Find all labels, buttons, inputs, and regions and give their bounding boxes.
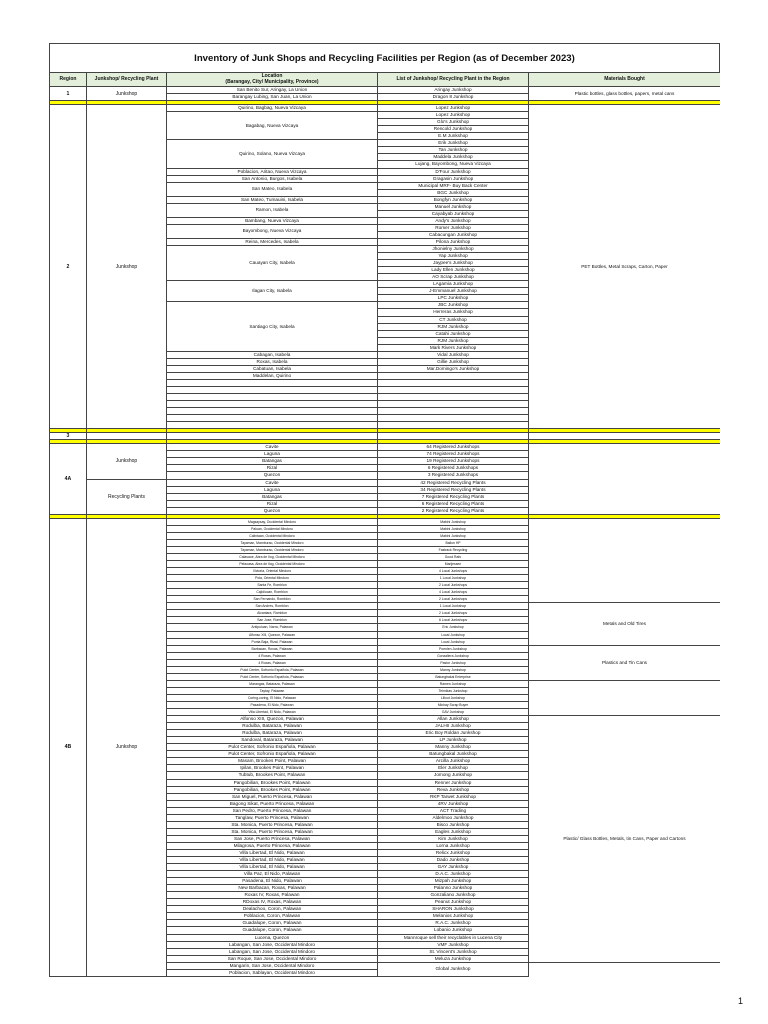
table-cell: 4 Local Junkshops	[378, 589, 529, 596]
table-cell: Mar.Domingo's Junkshop	[378, 365, 529, 372]
table-cell: R.A.C. Junkshop	[378, 920, 529, 927]
table-cell: Eagles Junkshop	[378, 828, 529, 835]
table-cell: 1	[50, 87, 87, 101]
table-cell	[378, 386, 529, 393]
table-cell	[378, 379, 529, 386]
table-cell: Cayabyab Junkshop	[378, 210, 529, 217]
table-cell	[167, 422, 378, 429]
table-cell: 1 Local Junkshop	[378, 603, 529, 610]
table-cell: 4RV Junkshop	[378, 800, 529, 807]
table-cell: Manuel Junkshop	[378, 203, 529, 210]
table-cell: ACT Trading	[378, 807, 529, 814]
table-cell: Palanno Junkshop	[378, 885, 529, 892]
table-cell: Villa Paz, El Nido, Palawan	[167, 871, 378, 878]
table-cell: Catahi Junkshop	[378, 330, 529, 337]
header-list: List of Junkshop/ Recycling Plant in the Region	[378, 73, 529, 87]
table-cell: Cajidiocan, Romblon	[167, 589, 378, 596]
table-cell	[378, 372, 529, 379]
table-cell: Quirino, Bagbag, Nueva Vizcaya	[167, 105, 378, 112]
table-cell: Villa Libertad, El Nido, Palawan	[167, 849, 378, 856]
table-cell: Peanut Junkshop	[378, 899, 529, 906]
table-cell: Junkshop	[87, 518, 167, 976]
table-cell: Mabini Junkshop	[378, 525, 529, 532]
table-cell: 3	[50, 433, 87, 440]
table-cell	[529, 433, 721, 440]
table-cell: Reina, Mercedes, Isabela	[167, 238, 378, 245]
table-cell: Junkshop	[87, 444, 167, 479]
table-cell: Bayombong, Nueva Vizcaya	[167, 224, 378, 238]
table-cell: San Roque, San Jose, Occidental Mindoro	[167, 955, 378, 962]
table-cell: San Mateo, Tumauini, Isabela	[167, 196, 378, 203]
table-cell	[167, 433, 378, 440]
table-cell: Fastrack Recycling	[378, 546, 529, 553]
table-cell	[167, 394, 378, 401]
table-cell: E.M Junkshop	[378, 133, 529, 140]
table-cell: Relicx Junkshop	[378, 849, 529, 856]
table-cell: Laguna	[167, 486, 378, 493]
table-cell: Ballon HP	[378, 539, 529, 546]
table-cell: Cavite	[167, 479, 378, 486]
table-cell: Junkshop	[87, 105, 167, 429]
table-cell: Antipuluan, Narra, Palawan	[167, 624, 378, 631]
table-cell: 6 Registered Recycling Plants	[378, 500, 529, 507]
table-cell: Labangan, San Jose, Occidental Mindoro	[167, 941, 378, 948]
table-cell	[529, 518, 721, 603]
table-cell: Dragon 8 Junkshop	[378, 94, 529, 101]
table-cell: St. Vincent's Junkshop	[378, 948, 529, 955]
table-cell: Sta. Monica, Puerto Princesa, Palawan	[167, 821, 378, 828]
table-cell	[378, 401, 529, 408]
table-cell: Gonzaliera Junkshop	[378, 652, 529, 659]
table-cell: Calasaoe, Abra de Ilog, Occidental Mindoro	[167, 554, 378, 561]
table-cell: Labangan, San Jose, Occidental Mindoro	[167, 948, 378, 955]
table-cell	[378, 415, 529, 422]
table-cell: Tubtub, Brookes Point, Palawan	[167, 772, 378, 779]
table-cell: Melanios Junkshop	[378, 913, 529, 920]
table-cell: Sta. Monica, Puerto Princesa, Palawan	[167, 828, 378, 835]
table-cell	[529, 444, 721, 514]
table-cell: Poblacion, Coron, Palawan	[167, 913, 378, 920]
table-cell: Maddela Junkshop	[378, 154, 529, 161]
table-row	[50, 87, 721, 94]
table-cell	[167, 415, 378, 422]
table-cell: Batangas	[167, 493, 378, 500]
table-cell: Mangarin, San Jose, Occidental Mindoro	[167, 962, 378, 969]
table-cell: Lorna Junkshop	[378, 842, 529, 849]
table-cell: Pangobilian, Brookes Point, Palawan	[167, 779, 378, 786]
table-cell: Junkshop	[87, 87, 167, 101]
table-cell: 4A	[50, 444, 87, 514]
table-cell: Lopez Junkshop	[378, 112, 529, 119]
table-cell: Meluza Junkshop	[378, 955, 529, 962]
table-cell: Roxas, Isabela	[167, 358, 378, 365]
table-cell: Rizal	[167, 465, 378, 472]
table-cell: Local Junkshop	[378, 638, 529, 645]
table-cell: Villa Libertad, El Nido, Palawan	[167, 709, 378, 716]
table-cell: Recycling Plants	[87, 479, 167, 514]
table-cell: Aldelmoo Junkshop	[378, 814, 529, 821]
table-cell: Batungbakal Junkshop	[378, 751, 529, 758]
header-materials: Materials Bought	[529, 73, 721, 87]
table-cell: BGC Junkshop	[378, 189, 529, 196]
table-cell: Quirino, Solano, Nueva Vizcaya	[167, 140, 378, 168]
table-cell: Roxas IV, Roxas, Palawan	[167, 892, 378, 899]
table-cell: 4 Roxas, Palawan	[167, 659, 378, 666]
table-cell: Allan Junkshop	[378, 716, 529, 723]
table-cell: Manny Junkshop	[378, 744, 529, 751]
table-cell: Michay Scrap Buyer	[378, 701, 529, 708]
table-cell: Ramen Junkshop	[378, 680, 529, 687]
table-cell: Gragasin Junkshop	[378, 175, 529, 182]
table-cell: Guadalupe, Coron, Palawan	[167, 920, 378, 927]
table-cell: Pilona Junkshop	[378, 238, 529, 245]
table-cell: 19 Registered Junkshops	[378, 458, 529, 465]
table-cell: Alfonso XIII, Quezon, Palawan	[167, 631, 378, 638]
table-cell: San Mateo, Isabela	[167, 182, 378, 196]
page-number: 1	[738, 996, 744, 1006]
table-cell: Pulot Center, Sofronio Española, Palawan	[167, 666, 378, 673]
table-cell: Lopez Junkshop	[378, 105, 529, 112]
table-cell: Cabatuan, Isabela	[167, 365, 378, 372]
table-cell: Sandoval, Bataraza, Palawan	[167, 737, 378, 744]
table-cell: Calintaan, Occidental Mindoro	[167, 532, 378, 539]
table-cell: Ilagan City, Isabela	[167, 281, 378, 302]
table-cell: Mannroque sell their recyclables in Lucena City	[378, 934, 529, 941]
table-cell: Barangay Lubing, San Juan, La Union	[167, 94, 378, 101]
table-cell: RJM Junkshop	[378, 337, 529, 344]
table-cell: RJM Junkshop	[378, 323, 529, 330]
table-cell: Reva Junkshop	[378, 786, 529, 793]
table-cell: Local Junkshop	[378, 631, 529, 638]
table-cell: 42 Registered Recycling Plants	[378, 479, 529, 486]
table-cell: Poblacion, Aritao, Nueva Vizcaya	[167, 168, 378, 175]
table-cell: Vidal Junkshop	[378, 351, 529, 358]
table-cell: Villa Libertad, El Nido, Palawan	[167, 857, 378, 864]
table-cell: Arcilla Junkshop	[378, 758, 529, 765]
table-cell: Plastic bottles, glass bottles, papers, metal cans	[529, 87, 721, 101]
table-cell: Andy's Junkshop	[378, 217, 529, 224]
table-cell: Tayaman, Mamburao, Occidental Mindoro	[167, 546, 378, 553]
inventory-sheet	[49, 43, 720, 978]
table-cell: Lujang, Bayombong, Nueva Vizcaya	[378, 161, 529, 168]
table-cell: Milagrosa, Puerto Princesa, Palawan	[167, 842, 378, 849]
table-cell: Ramon, Isabela	[167, 203, 378, 217]
table-cell: Eler Junkshop	[378, 765, 529, 772]
table-cell: Quezon	[167, 472, 378, 479]
table-cell: Pola, Oriental Mindoro	[167, 575, 378, 582]
table-cell: Lucena, Quezon	[167, 934, 378, 941]
table-cell: Mizpah Junkshop	[378, 878, 529, 885]
table-cell: RDoxas IV, Roxas, Palawan	[167, 899, 378, 906]
table-cell: 74 Registered Junkshops	[378, 451, 529, 458]
table-cell: Poenlen Junkshop	[378, 645, 529, 652]
table-cell: Kim Junkshop	[378, 835, 529, 842]
table-cell: Cavite	[167, 444, 378, 451]
table-cell: Victoria, Oriental Mindoro	[167, 568, 378, 575]
table-cell: Marangas, Bataraza, Palawan	[167, 680, 378, 687]
table-cell: Erik Junkshop	[378, 140, 529, 147]
table-cell: Pelaoasa, Abra de Ilog, Occidental Mindoro	[167, 561, 378, 568]
table-cell: Rodulba, Bataraza, Palawan	[167, 730, 378, 737]
table-cell: Gillie Junkshop	[378, 358, 529, 365]
table-cell: Plastic/ Glass Bottles, Metals, tin Cans, Paper and Cartons	[529, 716, 721, 963]
table-cell: GAV Junkshop	[378, 709, 529, 716]
table-cell: San Jose, Puerto Princesa, Palawan	[167, 835, 378, 842]
table-cell: Paluan, Occidental Mindoro	[167, 525, 378, 532]
table-cell: Pulot Center, Sofronio Española, Palawan	[167, 751, 378, 758]
table-cell: 1 Local Junkshop	[378, 575, 529, 582]
table-row	[50, 444, 721, 451]
table-cell: Santiago City, Isabela	[167, 302, 378, 351]
table-cell	[167, 408, 378, 415]
table-cell: Guadalupe, Coron, Palawan	[167, 927, 378, 934]
table-cell: PET Bottles, Metal Scraps, Carton, Paper	[529, 105, 721, 429]
table-cell: Bagabag, Nueva Vizcaya	[167, 112, 378, 140]
table-cell: Glo's Junkshop	[378, 119, 529, 126]
table-cell: 4 Roxas, Palawan	[167, 652, 378, 659]
table-cell: Romer Junkshop	[378, 224, 529, 231]
table-cell: Barbacan, Roxas, Palawan	[167, 645, 378, 652]
table-cell: Pulot Center, Sofronio Española, Palawan	[167, 744, 378, 751]
table-cell: Municipal MRF- Buy Back Center	[378, 182, 529, 189]
table-cell: 2 Local Junkshops	[378, 610, 529, 617]
table-cell: Alcantara, Romblon	[167, 610, 378, 617]
table-cell: Coring-coring, El Nido, Palawan	[167, 694, 378, 701]
table-cell: Tan Junkshop	[378, 147, 529, 154]
table-cell: 6 Registered Junkshops	[378, 465, 529, 472]
table-cell: VMF Junkshop	[378, 941, 529, 948]
table-cell: Pastor Junkshop	[378, 659, 529, 666]
table-cell: San Pedro, Puerto Princesa, Palawan	[167, 807, 378, 814]
table-cell: LPC Junkshop	[378, 295, 529, 302]
table-cell: Jaypee's Junkshop	[378, 260, 529, 267]
table-cell: Laguna	[167, 451, 378, 458]
table-cell: 34 Registered Recycling Plants	[378, 486, 529, 493]
table-cell: LAgamia Junkshop	[378, 281, 529, 288]
table-cell: 6 Local Junkshops	[378, 617, 529, 624]
table-cell: SHARON Junkshop	[378, 906, 529, 913]
header-region: Region	[50, 73, 87, 87]
table-cell: San Fernando, Romblon	[167, 596, 378, 603]
table-cell	[529, 680, 721, 715]
table-cell: D'Four Junkshop	[378, 168, 529, 175]
table-cell: Metals and Old Tires	[529, 603, 721, 645]
table-cell: Pasadena, El Nido, Palawan	[167, 701, 378, 708]
table-cell	[378, 408, 529, 415]
table-cell: D.A.C. Junkshop	[378, 871, 529, 878]
table-cell: Gonzaliano Junkshop	[378, 892, 529, 899]
table-cell: Bisco Junkshop	[378, 821, 529, 828]
table-row	[50, 105, 721, 112]
table-cell: Bagong Sikat, Puerto Princesa, Palawan	[167, 800, 378, 807]
table-cell: GAY Junkshop	[378, 864, 529, 871]
table-cell: Santa Fe, Romblon	[167, 582, 378, 589]
table-cell: Marijessen	[378, 561, 529, 568]
table-cell: JALHII Junkshop	[378, 723, 529, 730]
table-cell: 7 Registered Recycling Plants	[378, 493, 529, 500]
table-cell	[87, 433, 167, 440]
table-cell: AO Scrap Junkshop	[378, 274, 529, 281]
table-cell: Eric Boy Roldan Junkshop	[378, 730, 529, 737]
table-cell	[167, 379, 378, 386]
table-cell: RKP Tarwet Junkshop	[378, 793, 529, 800]
table-cell: 2 Registered Recycling Plants	[378, 507, 529, 514]
table-cell: Ipilan, Brookes Point, Palawan	[167, 765, 378, 772]
table-row	[50, 433, 721, 440]
table-cell: Lillout Junkshop	[378, 694, 529, 701]
table-cell: 4 Local Junkshops	[378, 568, 529, 575]
table-cell: 4B	[50, 518, 87, 976]
table-cell: Rodulba, Bataraza, Palawan	[167, 723, 378, 730]
table-cell: 2 Local Junkshops	[378, 582, 529, 589]
table-cell: 64 Registered Junkshops	[378, 444, 529, 451]
table-row	[50, 518, 721, 525]
table-cell: Quezon	[167, 507, 378, 514]
table-cell: Good Rafo	[378, 554, 529, 561]
table-cell: Manny Junkshop	[378, 666, 529, 673]
table-cell: Eric Junkshop	[378, 624, 529, 631]
table-cell: Herreras Junkshop	[378, 309, 529, 316]
table-cell: Renner Junkshop	[378, 779, 529, 786]
table-cell: Jhonielny Junkshop	[378, 246, 529, 253]
table-cell: San Benito Sur, Aringay, La Union	[167, 87, 378, 94]
table-cell: 3 Registered Junkshops	[378, 472, 529, 479]
table-cell: Alfonso XIII, Quezon, Palawan	[167, 716, 378, 723]
table-cell: San Antonio, Burgos, Isabela	[167, 175, 378, 182]
table-cell: LP Junkshop	[378, 737, 529, 744]
table-cell: Batungbakal Enterprise	[378, 673, 529, 680]
table-cell: Mabini Junkshop	[378, 518, 529, 525]
table-cell: 2	[50, 105, 87, 429]
table-cell: Tanglaw, Puerto Princesa, Palawan	[167, 814, 378, 821]
table-cell	[167, 386, 378, 393]
table-cell: Taytay, Palawan	[167, 687, 378, 694]
table-cell: New Barbacan, Roxas, Palawan	[167, 885, 378, 892]
table-cell: Mark Rivers Junkshop	[378, 344, 529, 351]
table-cell: J-Emmanuel Junkshop	[378, 288, 529, 295]
table-cell	[378, 394, 529, 401]
document-title: Inventory of Junk Shops and Recycling Facilities per Region (as of December 2023)	[49, 43, 720, 72]
table-cell: Tehnikas Junkshop	[378, 687, 529, 694]
table-header-row	[50, 73, 721, 87]
table-cell: San Miguel, Puerto Princesa, Palawan	[167, 793, 378, 800]
inventory-table	[49, 72, 720, 977]
table-cell: Cauayan City, Isabela	[167, 246, 378, 281]
table-cell	[378, 422, 529, 429]
table-cell: Batangas	[167, 458, 378, 465]
table-cell: Poblacion, Sablayan, Occidental Mindoro	[167, 969, 378, 976]
table-cell: Aringay Junkshop	[378, 87, 529, 94]
table-cell: Cabacungan Junkshop	[378, 231, 529, 238]
table-cell: Mabini Junkshop	[378, 532, 529, 539]
table-cell: 2 Local Junkshops	[378, 596, 529, 603]
table-cell: Pangobilian, Brookes Point, Palawan	[167, 786, 378, 793]
header-location: Location (Barangay, City/ Municipality, Province)	[167, 73, 378, 87]
table-cell: Lobanio Junkshop	[378, 927, 529, 934]
table-cell: Lady Ellen Junkshop	[378, 267, 529, 274]
table-cell: CT Junkshop	[378, 316, 529, 323]
table-cell: Plastics and Tin Cans	[529, 645, 721, 680]
table-cell: San Andres, Romblon	[167, 603, 378, 610]
table-cell: Dealachoo, Coron, Palawan	[167, 906, 378, 913]
table-cell: Global Junkshop	[378, 962, 529, 976]
table-cell: Cabagan, Isabela	[167, 351, 378, 358]
table-cell: Punta Baja, Rizal, Palawan	[167, 638, 378, 645]
table-cell: Jomong Junkshop	[378, 772, 529, 779]
table-cell	[167, 401, 378, 408]
table-cell: Pulot Center, Sofronio Española, Palawan	[167, 673, 378, 680]
table-cell: Bambang, Nueva Vizcaya	[167, 217, 378, 224]
header-type: Junkshop/ Recycling Plant	[87, 73, 167, 87]
table-cell: Yap Junkshop	[378, 253, 529, 260]
table-cell: Dado Junkshop	[378, 857, 529, 864]
table-cell: Tayaman, Mamburao, Occidental Mindoro	[167, 539, 378, 546]
table-cell: Magsaysay, Occidental Mindoro	[167, 518, 378, 525]
table-cell: Bongfyn Junkshop	[378, 196, 529, 203]
table-cell: Masam, Brookes Point, Palawan	[167, 758, 378, 765]
table-cell: Rizal	[167, 500, 378, 507]
table-cell: Pasadena, El Nido, Palawan	[167, 878, 378, 885]
table-cell	[378, 433, 529, 440]
table-cell: JBC Junkshop	[378, 302, 529, 309]
table-cell: Villa Libertad, El Nido, Palawan	[167, 864, 378, 871]
table-cell: Maddelan, Quirino	[167, 372, 378, 379]
table-cell: San Jose, Romblon	[167, 617, 378, 624]
table-cell: Rencold Junkshop	[378, 126, 529, 133]
